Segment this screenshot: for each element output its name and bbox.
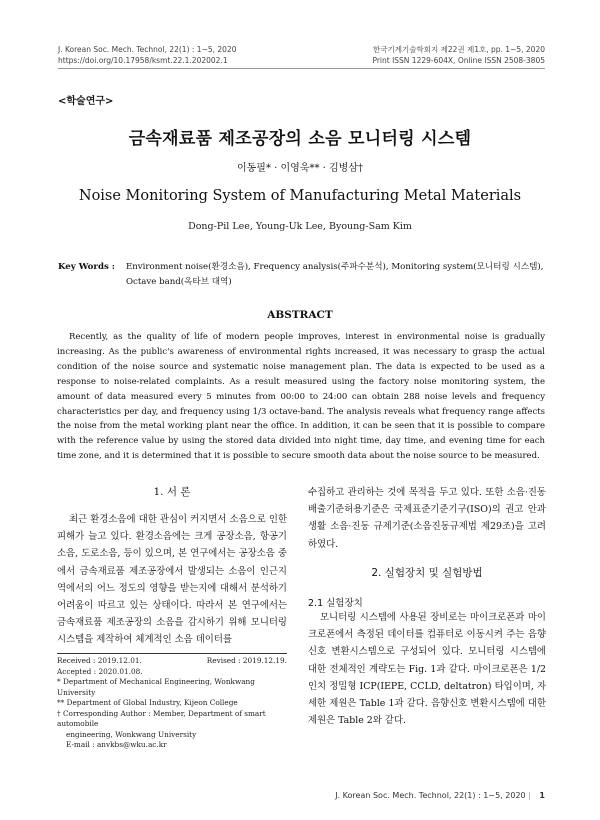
keywords-label: Key Words : — [58, 262, 115, 272]
doi-link[interactable]: https://doi.org/10.17958/ksmt.22.1.202002.1 — [58, 56, 228, 65]
section-1-heading: 1. 서 론 — [153, 486, 191, 498]
accepted-date: Accepted : 2020.01.08. — [57, 666, 143, 676]
journal-citation: J. Korean Soc. Mech. Technol, 22(1) : 1~5, 2020 — [58, 45, 237, 54]
revised-date: Revised : 2019.12.19. — [206, 656, 287, 665]
header-rule — [58, 68, 545, 69]
page-number: 1 — [539, 791, 545, 800]
affiliation-2: ** Department of Global Industry, Kijeon College — [57, 698, 238, 707]
keywords-line-1: Environment noise(환경소음), Frequency analysis(주파수분석), Monitoring system(모니터링 시스템), — [126, 262, 544, 272]
subsection-2-1-heading: 2.1 실험장치 — [308, 598, 363, 609]
corresponding-author: † Corresponding Author : Member, Department of smart automobile — [57, 708, 266, 728]
title-korean: 금속재료품 제조공장의 소음 모니터링 시스템 — [128, 129, 472, 149]
section-1-text: 최근 환경소음에 대한 관심이 커지면서 소음으로 인한 피해가 늘고 있다. 환경소음에는 크게 공장소음, 항공기소음, 도로소음, 등이 있으며, 본 연구에서는 공장소음 중에서 금속재료품 제조공장에서 발생되는 소음이 인근지역에서의 어느 정도의 영향을 받는지에 대해서 분석하기 어려움이 따르고 있는 상태이다. 따라서 본 연구에서는 금속재료품 제조공장의 소음을 감시하기 위해 모니터링 시스템을 제작하여 체계적인 소음 데이터를 — [57, 514, 287, 646]
running-header-right — [245, 44, 545, 66]
section-1-continuation: 수집하고 관리하는 것에 목적을 두고 있다. 또한 소음·진동 배출기준허용기준은 국제표준기준기구(ISO)의 권고 안과 생활 소음·진동 규제기준(소음진동규제법 제29조)을 고려하였다. — [308, 487, 546, 550]
subsection-2-1-text: 모니터링 시스템에 사용된 장비로는 마이크로폰과 마이크로폰에서 측정된 데이터를 컴퓨터로 이동시켜 주는 음향신호 변환시스템으로 구성되어 있다. 모니터링 시스템에 대한 전체적인 계략도는 Fig. 1과 같다. 마이크로폰은 1/2인치 정밀형 ICP(IEPE, CCLD, deltatron) 타입이며, 자세한 제원은 Table 1과 같다. 음향신호 변환시스템에 대한 제원은 Table 2와 같다. — [308, 612, 546, 727]
received-date: Received : 2019.12.01. — [57, 656, 142, 665]
keywords-line-2: Octave band(옥타브 대역) — [126, 277, 232, 287]
keywords-block — [58, 260, 548, 290]
affiliation-1: * Department of Mechanical Engineering, Wonkwang University — [57, 677, 255, 697]
section-2-heading: 2. 실험장치 및 실험방법 — [371, 567, 483, 579]
issn: Print ISSN 1229-604X, Online ISSN 2508-3805 — [372, 56, 545, 65]
corresponding-email[interactable]: E-mail : anvkbs@wku.ac.kr — [66, 740, 167, 749]
abstract-heading: ABSTRACT — [267, 309, 333, 321]
journal-citation-ko: 한국기계기술학회지 제22권 제1호, pp. 1~5, 2020 — [372, 45, 545, 54]
footnotes — [57, 656, 287, 751]
authors-english: Dong-Pil Lee, Young-Uk Lee, Byoung-Sam Kim — [188, 221, 412, 232]
footer-citation: J. Korean Soc. Mech. Technol, 22(1) : 1~5, 2020 — [335, 791, 526, 800]
abstract-text: Recently, as the quality of life of modern people improves, interest in environmental noise is gradually increasing. As the public's awareness of environmental rights increased, it was necessary to grasp the actual condition of the noise source and systematic noise management plan. The data is expected to be used as a response to noise-related complaints. As a result measured using the factory noise monitoring system, the amount of data measured every 5 minutes from 00:00 to 24:00 can obtain 288 noise levels and frequency characteristics per day, and frequency using 1/3 octave-band. The analysis reveals what frequency range affects the noise from the metal working plant near the office. In addition, it can be seen that it is possible to compare with the reference value by using the stored data divided into night time, day time, and evening time for each time zone, and it is determined that it is possible to secure smooth data about the noise source to be measured. — [57, 332, 545, 462]
corresponding-author-affiliation: engineering, Wonkwang University — [66, 729, 197, 739]
page-footer: J. Korean Soc. Mech. Technol, 22(1) : 1~5, 2020 | 1 — [335, 791, 545, 800]
title-english: Noise Monitoring System of Manufacturing Metal Materials — [78, 188, 522, 204]
article-category: <학술연구> — [58, 96, 114, 107]
footnote-rule — [57, 653, 287, 654]
authors-korean: 이동필* · 이영욱** · 김병삼† — [236, 163, 363, 174]
